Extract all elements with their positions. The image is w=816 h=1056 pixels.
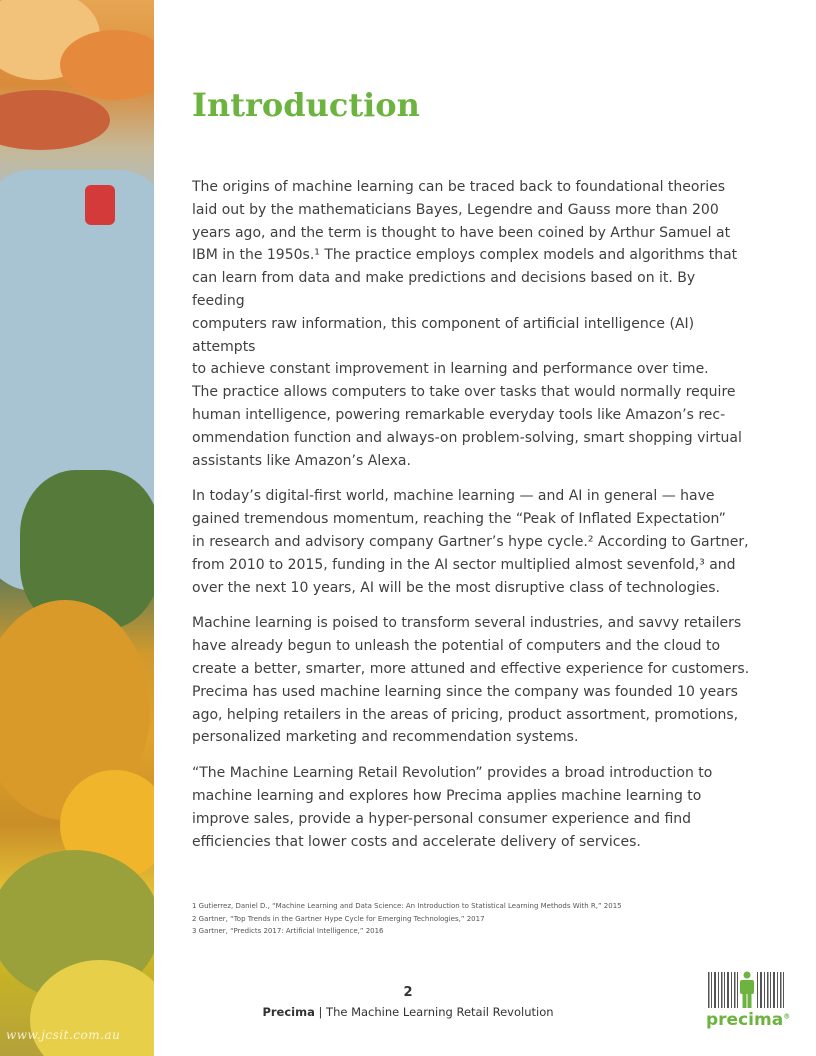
footnote-3: 3 Gartner, “Predicts 2017: Artificial Intelligence,” 2016 [192, 927, 384, 935]
paragraph-1 [192, 176, 752, 472]
text-line: “The Machine Learning Retail Revolution” provides a broad introduction to [192, 765, 713, 782]
paragraph-2 [192, 485, 752, 599]
page-number: 2 [403, 985, 413, 1000]
produce-blob [85, 185, 115, 225]
produce-blob [60, 30, 154, 100]
barcode-person-icon [706, 970, 788, 1010]
text-line: Machine learning is poised to transform several industries, and savvy retailers [192, 615, 742, 632]
produce-blob [0, 90, 110, 150]
footnote-2: 2 Gartner, “Top Trends in the Gartner Hype Cycle for Emerging Technologies,” 2017 [192, 914, 485, 923]
text-line: Precima has used machine learning since the company was founded 10 years [192, 683, 738, 700]
text-line: to achieve constant improvement in learning and performance over time. [192, 361, 709, 378]
text-line: efficiencies that lower costs and accelerate delivery of services. [192, 833, 641, 850]
logo-wordmark [706, 1010, 791, 1030]
precima-logo [706, 970, 791, 1032]
text-line: years ago, and the term is thought to have been coined by Arthur Samuel at [192, 224, 731, 241]
footer-doc-title: The Machine Learning Retail Revolution [326, 1005, 554, 1019]
footer-separator: | [318, 1005, 323, 1019]
text-line: have already begun to unleash the potential of computers and the cloud to [192, 638, 721, 655]
logo-word: precima [706, 1010, 784, 1030]
text-line: can learn from data and make predictions and decisions based on it. By feeding [192, 270, 696, 309]
running-footer [0, 1005, 816, 1019]
cover-photo-strip [0, 0, 154, 1056]
text-line: IBM in the 1950s.¹ The practice employs complex models and algorithms that [192, 247, 738, 264]
text-line: laid out by the mathematicians Bayes, Legendre and Gauss more than 200 [192, 201, 719, 218]
footnotes [192, 900, 732, 938]
text-line: personalized marketing and recommendation systems. [192, 729, 579, 746]
text-line: assistants like Amazon’s Alexa. [192, 452, 411, 469]
text-line: computers raw information, this component of artificial intelligence (AI) attempts [192, 315, 695, 355]
footer-brand: Precima [262, 1005, 315, 1019]
page-title: Introduction [192, 86, 420, 124]
text-line: create a better, smarter, more attuned and effective experience for customers. [192, 660, 750, 677]
text-line: machine learning and explores how Precima applies machine learning to [192, 787, 702, 804]
text-line: The origins of machine learning can be traced back to foundational theories [192, 179, 725, 195]
paragraph-4 [192, 762, 752, 853]
text-line: ommendation function and always-on problem-solving, smart shopping virtual [192, 429, 742, 446]
text-line: In today’s digital-first world, machine learning — and AI in general — have [192, 488, 715, 505]
text-line: The practice allows computers to take over tasks that would normally require [192, 384, 736, 401]
body-text [192, 176, 752, 866]
text-line: improve sales, provide a hyper-personal consumer experience and find [192, 810, 692, 827]
text-line: gained tremendous momentum, reaching the “Peak of Inflated Expectation” [192, 511, 726, 528]
trademark-mark: ® [783, 1012, 791, 1021]
watermark-text: www.jcsit.com.au [6, 1028, 121, 1042]
text-line: from 2010 to 2015, funding in the AI sector multiplied almost sevenfold,³ and [192, 556, 736, 573]
paragraph-3 [192, 612, 752, 749]
text-line: human intelligence, powering remarkable everyday tools like Amazon’s rec- [192, 406, 726, 423]
text-line: ago, helping retailers in the areas of pricing, product assortment, promotions, [192, 706, 739, 723]
text-line: in research and advisory company Gartner’s hype cycle.² According to Gartner, [192, 533, 749, 550]
text-line: over the next 10 years, AI will be the most disruptive class of technologies. [192, 579, 720, 596]
footnote-1: 1 Gutierrez, Daniel D., “Machine Learning and Data Science: An Introduction to Statistical Learning Methods With R,” 2015 [192, 902, 622, 910]
